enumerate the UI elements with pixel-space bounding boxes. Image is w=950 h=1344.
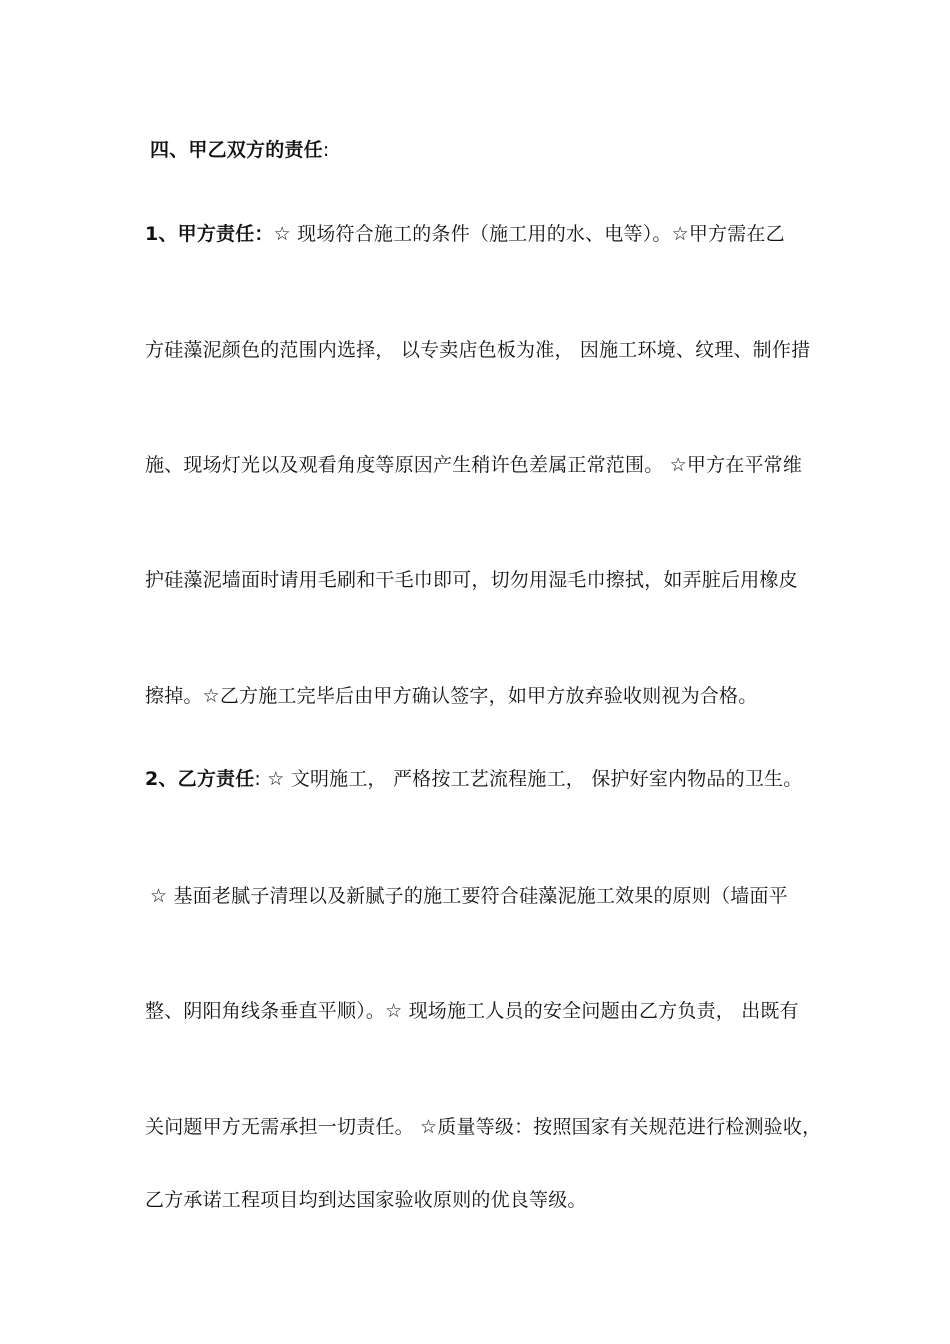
section-heading — [150, 137, 329, 163]
party-b-line-3: 整、阴阳角线条垂直平顺）。☆ 现场施工人员的安全问题由乙方负责， 出既有 — [145, 1000, 799, 1022]
party-b-line-4: 关问题甲方无需承担一切责任。 ☆质量等级：按照国家有关规范进行检测验收， — [145, 1116, 822, 1138]
party-a-text-1: ☆ 现场符合施工的条件（施工用的水、电等）。☆甲方需在乙 — [273, 223, 785, 245]
party-a-line-2: 方硅藻泥颜色的范围内选择， 以专卖店色板为准， 因施工环境、纹理、制作措 — [145, 339, 811, 361]
party-b-line-5: 乙方承诺工程项目均到达国家验收原则的优良等级。 — [145, 1189, 587, 1211]
section-heading-colon: : — [322, 139, 330, 161]
party-b-text-1: ☆ 文明施工， 严格按工艺流程施工， 保护好室内物品的卫生。 — [261, 768, 803, 790]
party-a-line-5: 擦掉。☆乙方施工完毕后由甲方确认签字，如甲方放弃验收则视为合格。 — [145, 685, 758, 707]
party-a-line-3: 施、现场灯光以及观看角度等原因产生稍许色差属正常范围。 ☆甲方在平常维 — [145, 454, 803, 476]
party-a-label: 1、甲方责任： — [145, 223, 274, 245]
section-heading-text: 四、甲乙双方的责任 — [150, 139, 323, 161]
party-a-line-1 — [145, 221, 785, 247]
party-b-line-1 — [145, 766, 802, 792]
party-b-label-colon: : — [254, 768, 262, 790]
party-b-line-2: ☆ 基面老腻子清理以及新腻子的施工要符合硅藻泥施工效果的原则（墙面平 — [150, 885, 788, 907]
party-a-line-4: 护硅藻泥墙面时请用毛刷和干毛巾即可，切勿用湿毛巾擦拭，如弄脏后用橡皮 — [145, 569, 798, 591]
party-b-label: 2、乙方责任 — [145, 768, 255, 790]
